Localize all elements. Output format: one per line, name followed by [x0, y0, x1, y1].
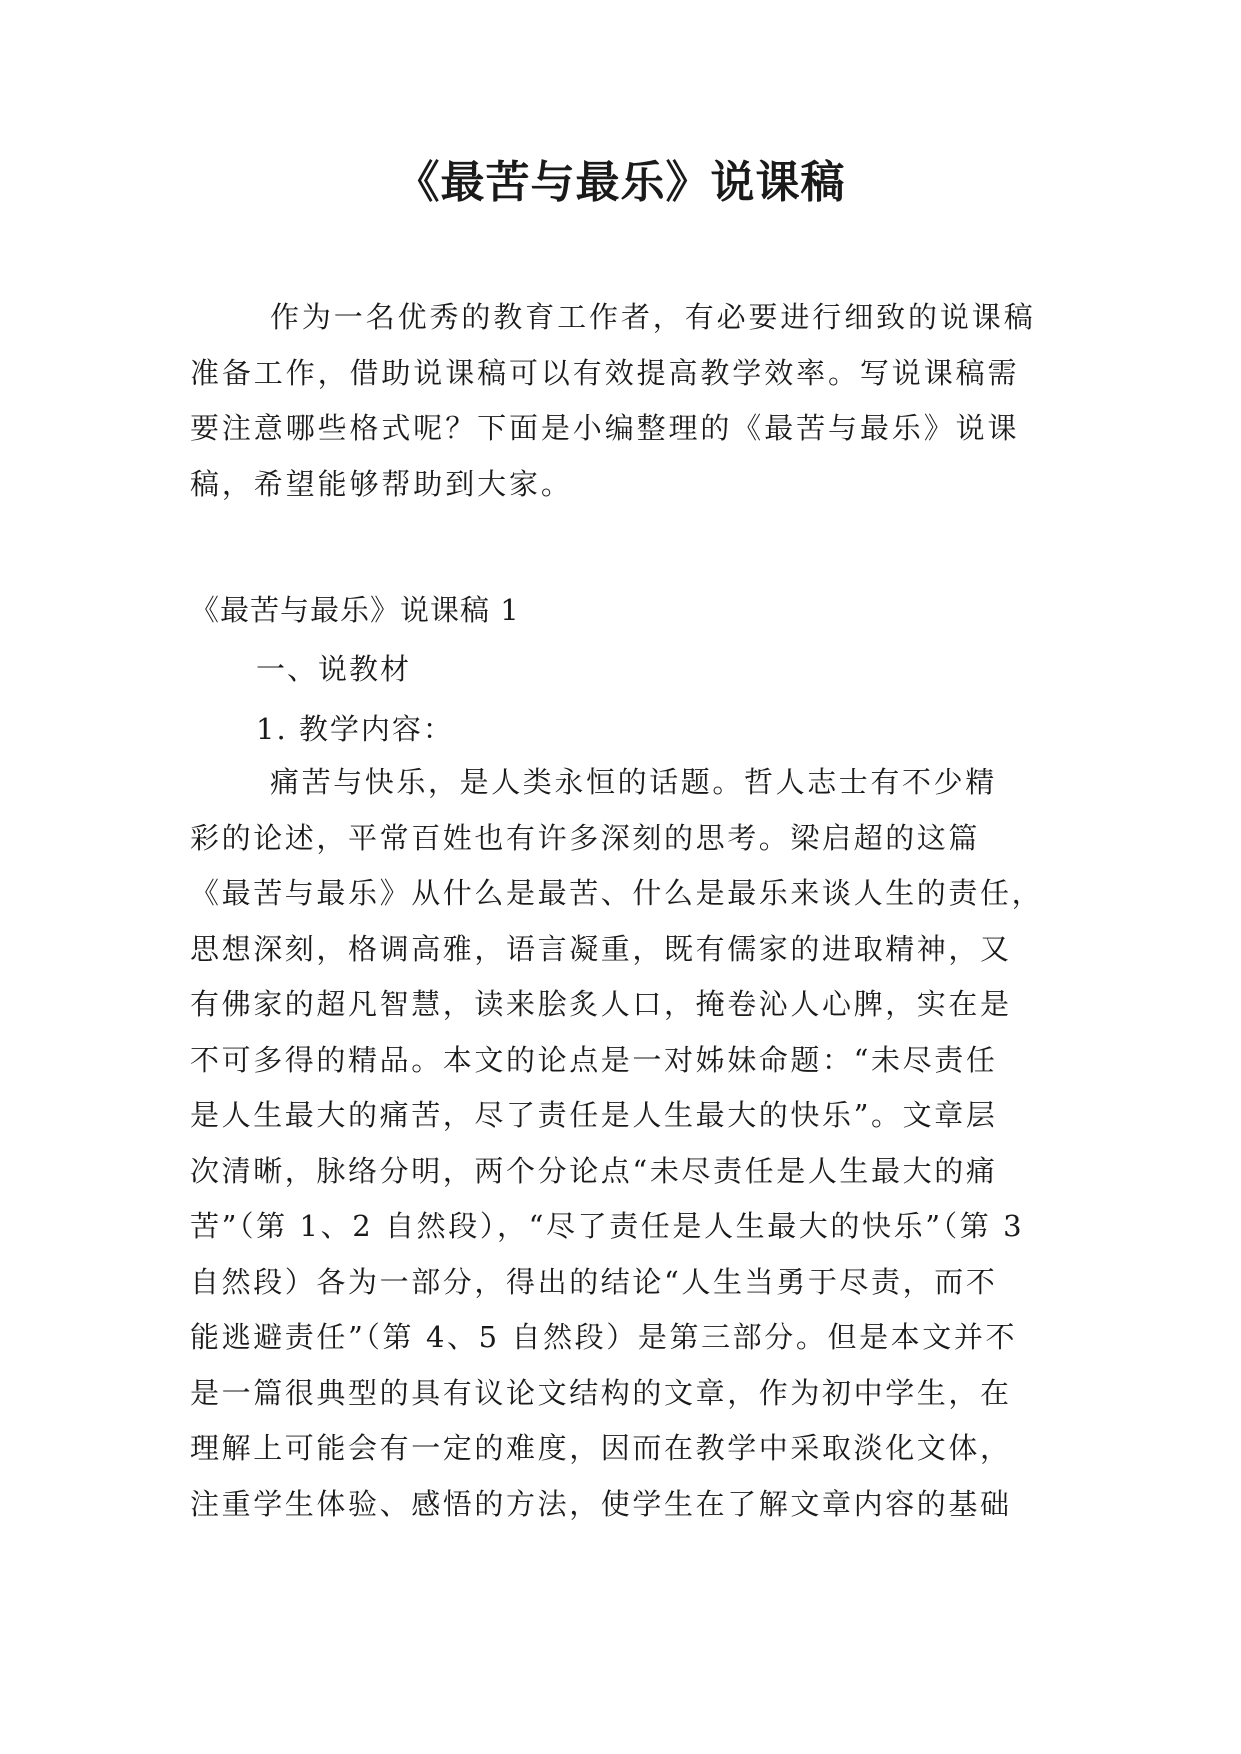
- paragraph-line: 次清晰，脉络分明，两个分论点“未尽责任是人生最大的痛: [190, 1153, 998, 1188]
- intro-line: 稿，希望能够帮助到大家。: [190, 466, 573, 501]
- content-paragraph: [190, 755, 1050, 1532]
- heading-teaching-content: 1. 教学内容：: [256, 712, 454, 746]
- paragraph-line: 是人生最大的痛苦，尽了责任是人生最大的快乐”。文章层: [190, 1098, 998, 1132]
- intro-line: 作为一名优秀的教育工作者，有必要进行细致的说课稿: [270, 300, 1036, 334]
- paragraph-line: 有佛家的超凡智慧，读来脍炙人口，掩卷沁人心脾，实在是: [190, 987, 1012, 1021]
- section-title: 《最苦与最乐》说课稿 1: [190, 593, 520, 627]
- paragraph-line: 能逃避责任”（第 4、5 自然段）是第三部分。但是本文并不: [190, 1320, 1018, 1354]
- document-title: 《最苦与最乐》说课稿: [395, 157, 846, 208]
- paragraph-line: 理解上可能会有一定的难度，因而在教学中采取淡化文体，: [190, 1431, 1012, 1465]
- intro-paragraph: [190, 290, 1050, 512]
- paragraph-line: 自然段）各为一部分，得出的结论“人生当勇于尽责，而不: [190, 1264, 998, 1299]
- paragraph-line: 注重学生体验、感悟的方法，使学生在了解文章内容的基础: [190, 1486, 1012, 1521]
- paragraph-line: 苦”（第 1、2 自然段），“尽了责任是人生最大的快乐”（第 3: [190, 1209, 1025, 1243]
- paragraph-line: 《最苦与最乐》从什么是最苦、什么是最乐来谈人生的责任，: [190, 876, 1044, 910]
- paragraph-line: 思想深刻，格调高雅，语言凝重，既有儒家的进取精神，又: [190, 931, 1012, 966]
- paragraph-line: 彩的论述，平常百姓也有许多深刻的思考。梁启超的这篇: [190, 820, 981, 855]
- paragraph-line: 是一篇很典型的具有议论文结构的文章，作为初中学生，在: [190, 1375, 1012, 1410]
- paragraph-line: 不可多得的精品。本文的论点是一对姊妹命题：“未尽责任: [190, 1042, 998, 1077]
- heading-teaching-material: 一、说教材: [256, 652, 412, 686]
- intro-line: 准备工作，借助说课稿可以有效提高教学效率。写说课稿需: [190, 355, 1020, 390]
- intro-line: 要注意哪些格式呢？下面是小编整理的《最苦与最乐》说课: [190, 411, 1020, 445]
- paragraph-line: 痛苦与快乐，是人类永恒的话题。哲人志士有不少精: [270, 765, 997, 799]
